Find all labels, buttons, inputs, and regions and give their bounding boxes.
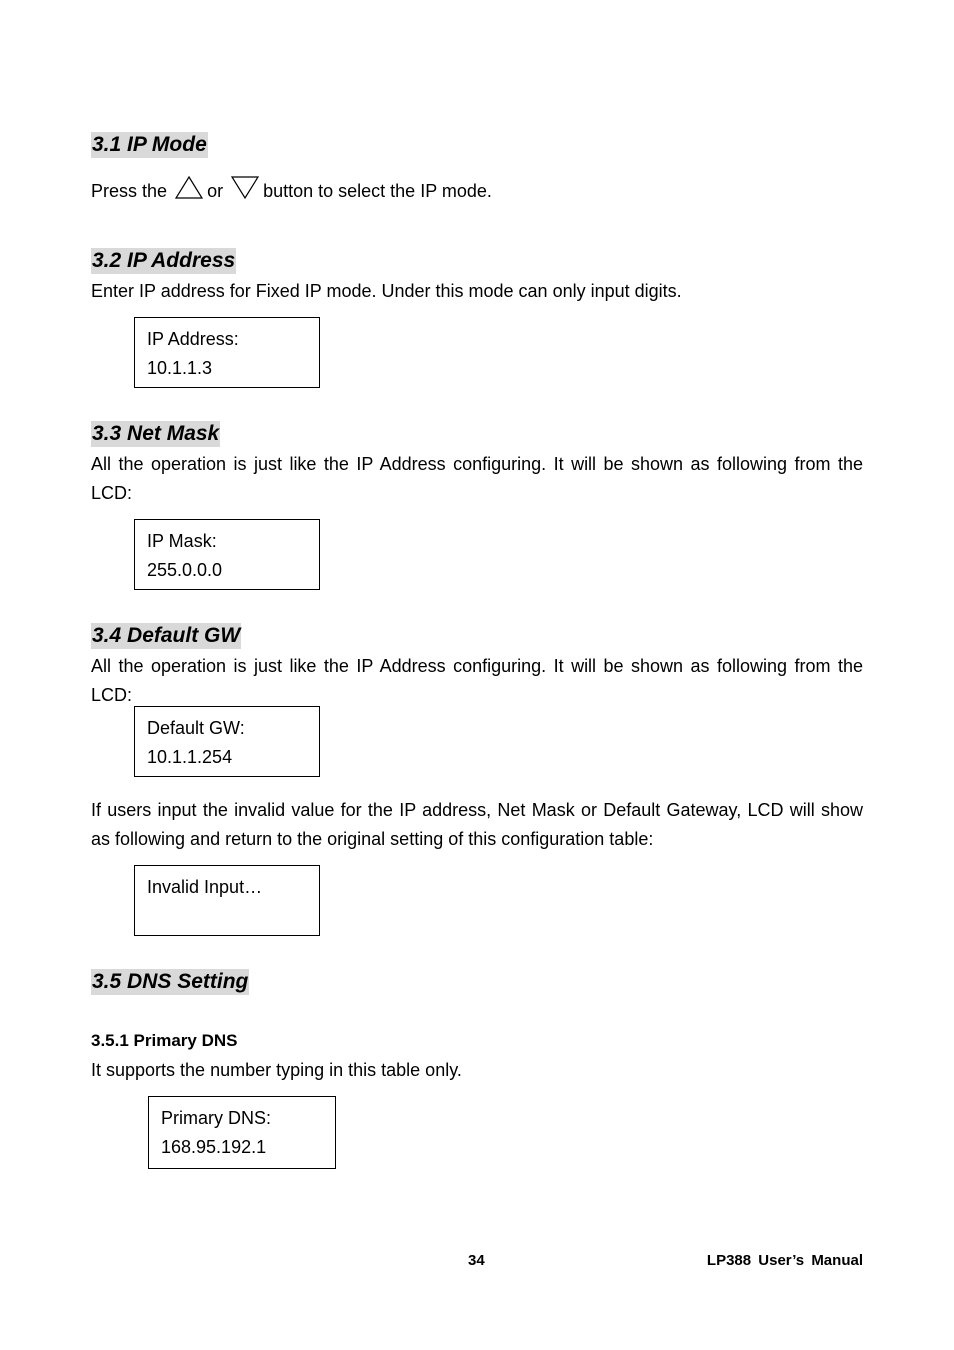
ip-mode-paragraph bbox=[91, 176, 863, 209]
lcd-display-ip-address bbox=[134, 317, 320, 388]
lcd-line-2: 255.0.0.0 bbox=[147, 560, 223, 580]
invalid-input-paragraph: If users input the invalid value for the IP address, Net Mask or Default Gateway, LCD will show as following and return to the original setting of this configuration table: bbox=[91, 800, 863, 849]
lcd-display-primary-dns bbox=[148, 1096, 336, 1169]
ip-mode-text-middle: or bbox=[207, 181, 224, 201]
subsection-heading-primary-dns: 3.5.1 Primary DNS bbox=[91, 1031, 238, 1050]
ip-mode-text-before: Press the bbox=[91, 181, 168, 201]
section-heading-dns-setting: 3.5 DNS Setting bbox=[92, 970, 249, 993]
triangle-down-icon bbox=[231, 176, 259, 209]
lcd-display-invalid-input bbox=[134, 865, 320, 936]
manual-title: LP388 User’s Manual bbox=[706, 1252, 863, 1269]
section-heading-default-gw: 3.4 Default GW bbox=[92, 624, 241, 647]
lcd-line-1: IP Address: bbox=[147, 329, 239, 349]
lcd-line-1: IP Mask: bbox=[147, 531, 217, 551]
triangle-up-icon bbox=[175, 176, 203, 209]
lcd-line-1: Invalid Input… bbox=[147, 877, 263, 897]
ip-mode-text-after: button to select the IP mode. bbox=[263, 181, 492, 201]
ip-address-paragraph: Enter IP address for Fixed IP mode. Under this mode can only input digits. bbox=[91, 281, 682, 301]
page-number: 34 bbox=[468, 1252, 485, 1269]
primary-dns-paragraph: It supports the number typing in this table only. bbox=[91, 1060, 462, 1080]
lcd-line-1: Default GW: bbox=[147, 718, 245, 738]
lcd-line-1: Primary DNS: bbox=[161, 1108, 272, 1128]
lcd-line-2 bbox=[147, 902, 319, 931]
net-mask-paragraph: All the operation is just like the IP Address configuring. It will be shown as following from the LCD: bbox=[91, 454, 863, 503]
lcd-line-2: 10.1.1.254 bbox=[147, 747, 233, 767]
default-gw-paragraph: All the operation is just like the IP Address configuring. It will be shown as following from the LCD: bbox=[91, 656, 863, 705]
lcd-line-2: 168.95.192.1 bbox=[161, 1137, 267, 1157]
section-heading-net-mask: 3.3 Net Mask bbox=[92, 422, 220, 445]
section-heading-ip-mode: 3.1 IP Mode bbox=[92, 133, 207, 156]
section-heading-ip-address: 3.2 IP Address bbox=[92, 249, 236, 272]
lcd-display-net-mask bbox=[134, 519, 320, 590]
lcd-display-default-gw bbox=[134, 706, 320, 777]
lcd-line-2: 10.1.1.3 bbox=[147, 358, 213, 378]
